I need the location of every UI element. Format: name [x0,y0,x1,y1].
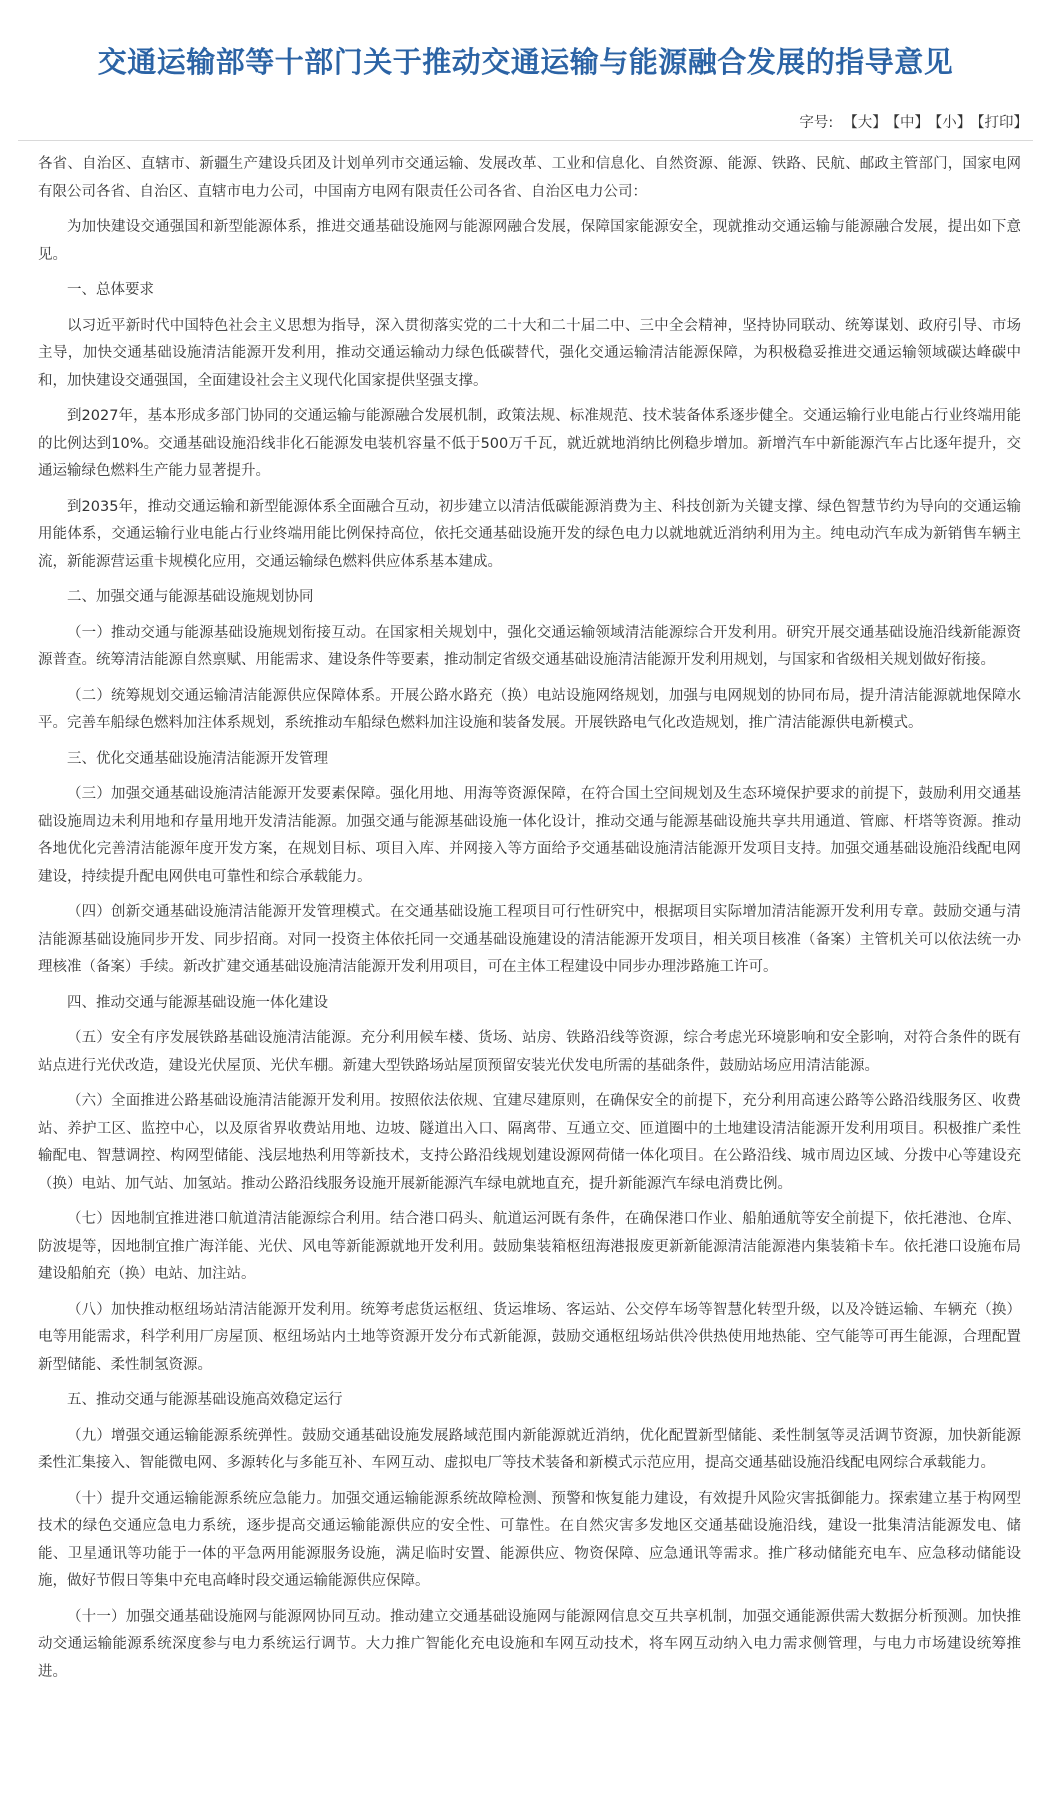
body-paragraph: 以习近平新时代中国特色社会主义思想为指导，深入贯彻落实党的二十大和二十届二中、三中全会精神，坚持协同联动、统筹谋划、政府引导、市场主导，加快交通基础设施清洁能源开发利用，推动交通运输动力绿色低碳替代，强化交通运输清洁能源保障，为积极稳妥推进交通运输领域碳达峰碳中和，加快建设交通强国，全面建设社会主义现代化国家提供坚强支撑。 [38,317,1021,389]
body-paragraph: 到2027年，基本形成多部门协同的交通运输与能源融合发展机制，政策法规、标准规范、技术装备体系逐步健全。交通运输行业电能占行业终端用能的比例达到10%。交通基础设施沿线非化石能源发电装机容量不低于500万千瓦，就近就地消纳比例稳步增加。新增汽车中新能源汽车占比逐年提升，交通运输绿色燃料生产能力显著提升。 [38,408,1021,479]
body-paragraph: （三）加强交通基础设施清洁能源开发要素保障。强化用地、用海等资源保障，在符合国土空间规划及生态环境保护要求的前提下，鼓励利用交通基础设施周边未利用地和存量用地开发清洁能源。加强交通与能源基础设施一体化设计，推动交通与能源基础设施共享共用通道、管廊、杆塔等资源。推动各地优化完善清洁能源年度开发方案，在规划目标、项目入库、并网接入等方面给予交通基础设施清洁能源开发项目支持。加强交通基础设施沿线配电网建设，持续提升配电网供电可靠性和综合承载能力。 [38,786,1021,885]
section-heading: 三、优化交通基础设施清洁能源开发管理 [67,750,328,767]
body-paragraph: 各省、自治区、直辖市、新疆生产建设兵团及计划单列市交通运输、发展改革、工业和信息化、自然资源、能源、铁路、民航、邮政主管部门，国家电网有限公司各省、自治区、直辖市电力公司，中国南方电网有限责任公司各省、自治区电力公司： [38,156,1021,200]
body-paragraph: （一）推动交通与能源基础设施规划衔接互动。在国家相关规划中，强化交通运输领域清洁能源综合开发利用。研究开展交通基础设施沿线新能源资源普查。统筹清洁能源自然禀赋、用能需求、建设条件等要素，推动制定省级交通基础设施清洁能源开发利用规划，与国家和省级相关规划做好衔接。 [38,624,1021,668]
page-title: 交通运输部等十部门关于推动交通运输与能源融合发展的指导意见 [97,45,954,79]
print-button[interactable]: 【打印】 [977,115,1028,131]
font-size-toolbar [18,106,1033,141]
section-heading: 五、推动交通与能源基础设施高效稳定运行 [67,1392,343,1408]
body-paragraph: （四）创新交通基础设施清洁能源开发管理模式。在交通基础设施工程项目可行性研究中，根据项目实际增加清洁能源开发利用专章。鼓励交通与清洁能源基础设施同步开发、同步招商。对同一投资主体依托同一交通基础设施建设的清洁能源开发项目，相关项目核准（备案）主管机关可以依法统一办理核准（备案）手续。新改扩建交通基础设施清洁能源开发利用项目，可在主体工程建设中同步办理涉路施工许可。 [38,904,1021,975]
body-paragraph: （十一）加强交通基础设施网与能源网协同互动。推动建立交通基础设施网与能源网信息交互共享机制，加强交通能源供需大数据分析预测。加快推动交通运输能源系统深度参与电力系统运行调节。大力推广智能化充电设施和车网互动技术，将车网互动纳入电力需求侧管理，与电力市场建设统筹推进。 [38,1608,1021,1680]
body-paragraph: （六）全面推进公路基础设施清洁能源开发利用。按照依法依规、宜建尽建原则，在确保安全的前提下，充分利用高速公路等公路沿线服务区、收费站、养护工区、监控中心，以及原省界收费站用地、边坡、隧道出入口、隔离带、互通立交、匝道圈中的土地建设清洁能源开发利用项目。积极推广柔性输配电、智慧调控、构网型储能、浅层地热利用等新技术，支持公路沿线规划建设源网荷储一体化项目。在公路沿线、城市周边区域、分拨中心等建设充（换）电站、加气站、加氢站。推动公路沿线服务设施开展新能源汽车绿电就地直充，提升新能源汽车绿电消费比例。 [38,1093,1021,1192]
body-paragraph: （八）加快推动枢纽场站清洁能源开发利用。统筹考虑货运枢纽、货运堆场、客运站、公交停车场等智慧化转型升级，以及冷链运输、车辆充（换）电等用能需求，科学利用厂房屋顶、枢纽场站内土地等资源开发分布式新能源，鼓励交通枢纽场站供冷供热使用地热能、空气能等可再生能源，合理配置新型储能、柔性制氢资源。 [38,1301,1021,1373]
article-body [0,141,1051,1686]
font-medium-button[interactable]: 【中】 [892,115,929,131]
font-small-button[interactable]: 【小】 [935,115,972,131]
body-paragraph: （二）统筹规划交通运输清洁能源供应保障体系。开展公路水路充（换）电站设施网络规划，加强与电网规划的协同布局，提升清洁能源就地保障水平。完善车船绿色燃料加注体系规划，系统推动车船绿色燃料加注设施和装备发展。开展铁路电气化改造规划，推广清洁能源供电新模式。 [38,687,1021,731]
body-paragraph: （九）增强交通运输能源系统弹性。鼓励交通基础设施发展路域范围内新能源就近消纳，优化配置新型储能、柔性制氢等灵活调节资源，加快新能源柔性汇集接入、智能微电网、多源转化与多能互补、车网互动、虚拟电厂等技术装备和新模式示范应用，提高交通基础设施沿线配电网综合承载能力。 [38,1427,1021,1471]
body-paragraph: （十）提升交通运输能源系统应急能力。加强交通运输能源系统故障检测、预警和恢复能力建设，有效提升风险灾害抵御能力。探索建立基于构网型技术的绿色交通应急电力系统，逐步提高交通运输能源供应的安全性、可靠性。在自然灾害多发地区交通基础设施沿线，建设一批集清洁能源发电、储能、卫星通讯等功能于一体的平急两用能源服务设施，满足临时安置、能源供应、物资保障、应急通讯等需求。推广移动储能充电车、应急移动储能设施，做好节假日等集中充电高峰时段交通运输能源供应保障。 [38,1490,1021,1589]
section-heading: 二、加强交通与能源基础设施规划协同 [67,589,314,605]
body-paragraph: （七）因地制宜推进港口航道清洁能源综合利用。结合港口码头、航道运河既有条件，在确保港口作业、船舶通航等安全前提下，依托港池、仓库、防波堤等，因地制宜推广海洋能、光伏、风电等新能源就地开发利用。鼓励集装箱枢纽海港报废更新新能源清洁能源港内集装箱卡车。依托港口设施布局建设船舶充（换）电站、加注站。 [38,1211,1021,1282]
body-paragraph: 到2035年，推动交通运输和新型能源体系全面融合互动，初步建立以清洁低碳能源消费为主、科技创新为关键支撑、绿色智慧节约为导向的交通运输用能体系，交通运输行业电能占行业终端用能比例保持高位，依托交通基础设施开发的绿色电力以就地就近消纳利用为主。纯电动汽车成为新销售车辆主流，新能源营运重卡规模化应用，交通运输绿色燃料供应体系基本建成。 [38,498,1021,570]
font-large-button[interactable]: 【大】 [843,115,887,131]
body-paragraph: （五）安全有序发展铁路基础设施清洁能源。充分利用候车楼、货场、站房、铁路沿线等资源，综合考虑光环境影响和安全影响，对符合条件的既有站点进行光伏改造，建设光伏屋顶、光伏车棚。新建大型铁路场站屋顶预留安装光伏发电所需的基础条件，鼓励站场应用清洁能源。 [38,1030,1021,1074]
body-paragraph: 为加快建设交通强国和新型能源体系，推进交通基础设施网与能源网融合发展，保障国家能源安全，现就推动交通运输与能源融合发展，提出如下意见。 [38,219,1021,263]
font-size-label: 字号: [799,115,834,131]
section-heading: 一、总体要求 [67,282,154,298]
section-heading: 四、推动交通与能源基础设施一体化建设 [67,994,328,1011]
